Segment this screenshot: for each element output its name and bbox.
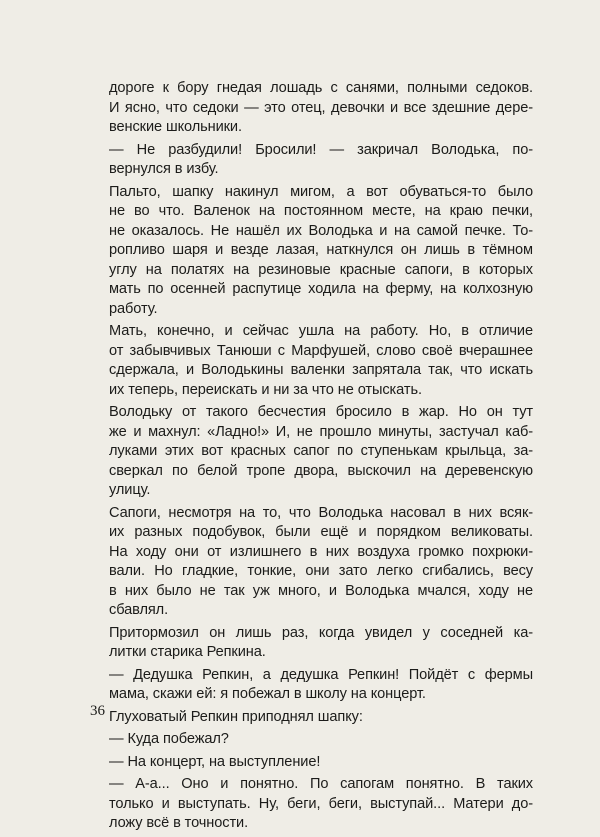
text-line: мать по осенней распутице ходила на ферму, на колхозную (109, 281, 533, 297)
text-line: — Куда побежал? (109, 731, 229, 747)
paragraph (89, 708, 533, 728)
text-line: же и махнул: «Ладно!» И, не прошло минуты, застучал каб- (109, 423, 533, 440)
text-line: Сапоги, несмотря на то, что Володька насовал в них всяк- (109, 504, 533, 521)
text-line: вернулся в избу. (109, 161, 219, 177)
paragraph (89, 666, 533, 705)
text-line: сдержала, и Володькины валенки запрятала так, что искать (109, 362, 533, 378)
text-line: венские школьники. (109, 119, 242, 135)
paragraph (89, 753, 533, 773)
text-line: улицу. (109, 482, 151, 498)
page-number: 36 (90, 703, 105, 719)
text-line: Глуховатый Репкин приподнял шапку: (109, 708, 363, 725)
text-line: их разных подобувок, были ещё и порядком великоваты. (109, 524, 533, 540)
text-line: углу на полатях на резиновые красные сапоги, в которых (109, 261, 533, 278)
text-line: только и выступать. Ну, беги, беги, выступай... Матери до- (109, 795, 533, 812)
text-line: И ясно, что седоки — это отец, девочки и все здешние дере- (109, 99, 533, 116)
paragraph (89, 79, 533, 138)
paragraph (89, 141, 533, 180)
text-line: дороге к бору гнедая лошадь с санями, полными седоков. (109, 80, 533, 96)
body-text (89, 79, 533, 837)
text-line: не во что. Валенок на постоянном месте, на краю печки, (109, 203, 533, 219)
text-line: — А-а... Оно и понятно. По сапогам понятно. В таких (109, 776, 533, 792)
text-line: сбавлял. (109, 602, 169, 618)
paragraph (89, 730, 533, 750)
text-line: Притормозил он лишь раз, когда увидел у соседней ка- (109, 624, 533, 641)
text-line: — На концерт, на выступление! (109, 753, 321, 770)
paragraph (89, 624, 533, 663)
text-line: мама, скажи ей: я побежал в школу на концерт. (109, 686, 426, 702)
text-line: от забывчивых Танюши с Марфушей, слово своё вчерашнее (109, 342, 533, 359)
paragraph (89, 504, 533, 621)
text-line: — Не разбудили! Бросили! — закричал Володька, по- (109, 141, 533, 158)
paragraph (89, 183, 533, 320)
text-line: Пальто, шапку накинул мигом, а вот обуваться-то было (109, 183, 533, 200)
paragraph (89, 775, 533, 834)
text-line: ропливо шаря и везде лазая, наткнулся он лишь в тёмном (109, 242, 533, 258)
paragraph (89, 403, 533, 501)
text-line: их теперь, переискать и ни за что не отыскать. (109, 381, 422, 398)
text-line: На ходу они от излишнего в них воздуха громко похрюки- (109, 543, 533, 560)
text-line: Мать, конечно, и сейчас ушла на работу. Но, в отличие (109, 323, 533, 339)
text-line: луками этих вот красных сапог по ступенькам крыльца, за- (109, 443, 533, 459)
text-line: Володьку от такого бесчестия бросило в жар. Но он тут (109, 404, 533, 420)
paragraph (89, 322, 533, 400)
text-line: сверкал по белой тропе двора, выскочил на деревенскую (109, 462, 533, 479)
text-line: работу. (109, 300, 158, 317)
text-line: ложу всё в точности. (109, 815, 249, 831)
text-line: вали. Но гладкие, тонкие, они зато легко сгибались, весу (109, 563, 533, 579)
text-line: не оказалось. Не нашёл их Володька и на самой печке. То- (109, 222, 533, 239)
text-line: литки старика Репкина. (109, 644, 266, 660)
text-line: в них было не так уж много, и Володька мчался, ходу не (109, 582, 533, 599)
text-line: — Дедушка Репкин, а дедушка Репкин! Пойдёт с фермы (109, 666, 533, 683)
